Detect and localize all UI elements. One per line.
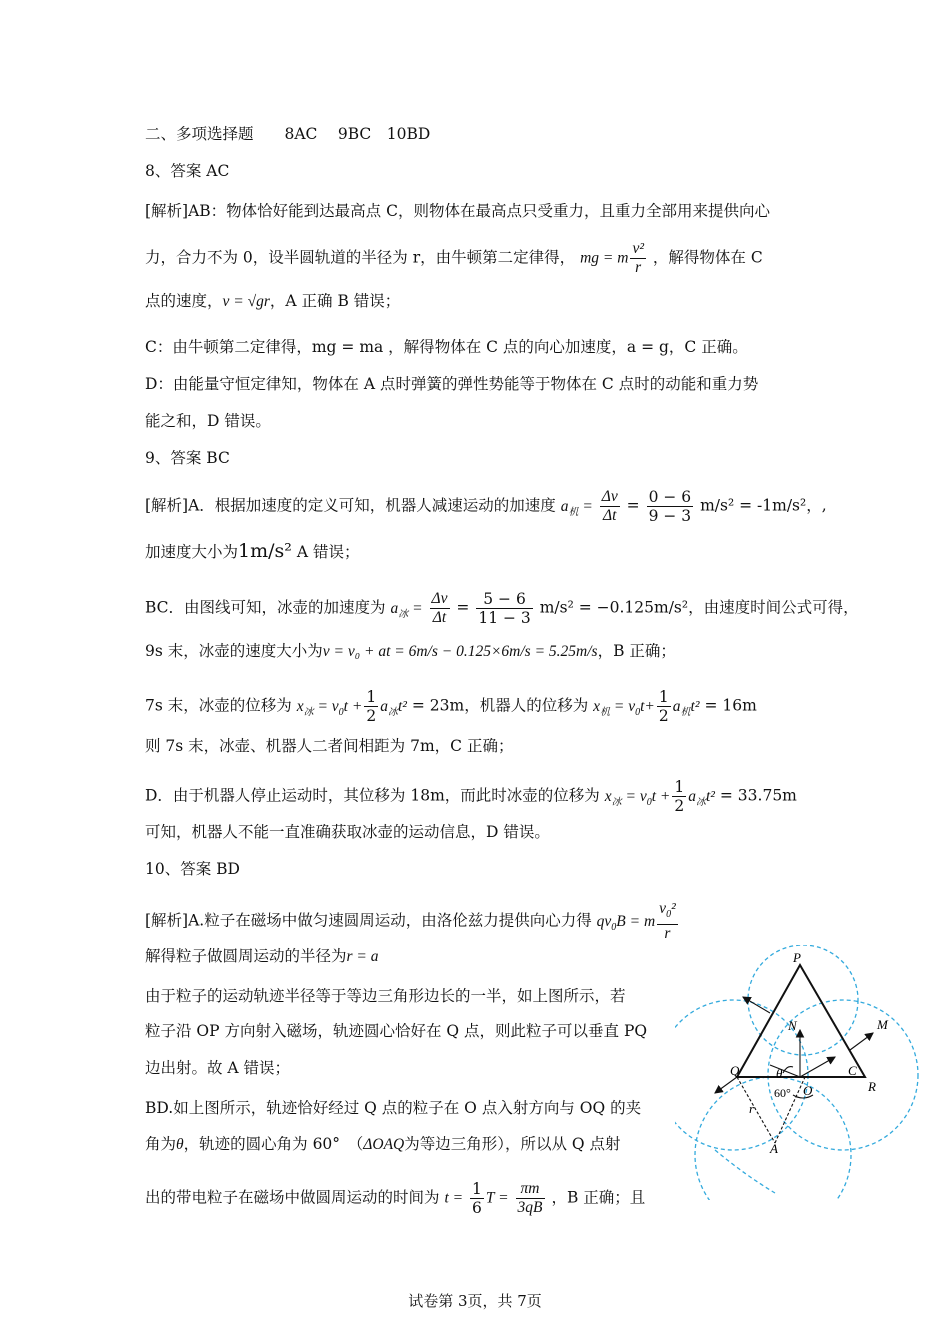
label-60deg: 60° (774, 1086, 791, 1100)
text-line: BD.如上图所示，轨迹恰好经过 Q 点的粒子在 O 点入射方向与 OQ 的夹 (145, 1099, 642, 1117)
text-line: 粒子沿 OP 方向射入磁场，轨迹圆心恰好在 Q 点，则此粒子可以垂直 PQ (145, 1022, 648, 1040)
magnetic-field-diagram (675, 945, 920, 1200)
equilateral-triangle (737, 965, 865, 1077)
label-C: C (848, 1063, 857, 1078)
label-M: M (877, 1017, 888, 1032)
label-O: O (803, 1083, 813, 1098)
trajectory-arc (715, 1150, 775, 1193)
text-line: 由于粒子的运动轨迹半径等于等边三角形边长的一半，如上图所示，若 (145, 987, 626, 1005)
text-line: D．由于机器人停止运动时，其位移为 18m，而此时冰壶的位移为 $x_冰 = v_0t$ + $\frac{1}{2}$ $a_冰t^2 = 33.75m$ (145, 778, 797, 815)
text-line: 9s 末，冰壶的速度大小为v = v₀ + at = 6m/s − 0.125×6m/s = 5.25m/s，B 正确； (145, 642, 676, 660)
text-line: 则 7s 末，冰壶、机器人二者间相距为 7m，C 正确； (145, 737, 514, 755)
text-line: [解析]AB：物体恰好能到达最高点 C，则物体在最高点只受重力，且重力全部用来提供向心 (145, 202, 770, 220)
text-line: D：由能量守恒定律知，物体在 A 点时弹簧的弹性势能等于物体在 C 点时的动能和重力势 (145, 375, 759, 393)
text-line: 可知，机器人不能一直准确获取冰壶的运动信息，D 错误。 (145, 823, 550, 841)
text-line: [解析]A.粒子在磁场中做匀速圆周运动，由洛伦兹力提供向心力得 $qv_0B = m$ $\frac{v_0^2}{r}$ (145, 900, 676, 943)
label-P: P (793, 950, 801, 965)
label-N: N (788, 1018, 797, 1033)
section-heading: 二、多项选择题 8AC 9BC 10BD (145, 125, 431, 143)
label-r: r (749, 1101, 755, 1116)
label-R: R (868, 1079, 876, 1094)
text-line: [解析]A．根据加速度的定义可知，机器人减速运动的加速度 $a_机$ = $\frac{\Delta v}{\Delta t}$ = $\frac{0 - 6}{9 - 3}$ m/s² = -1m/s²，, (145, 488, 827, 525)
text-line: 角为θ，轨迹的圆心角为 60° （ΔOAQ为等边三角形），所以从 Q 点射 (145, 1135, 621, 1153)
label-A: A (770, 1141, 778, 1156)
answer-9-heading: 9、答案 BC (145, 449, 230, 467)
text-line: 加速度大小为1m/s² A 错误； (145, 540, 360, 562)
text-line: 出的带电粒子在磁场中做圆周运动的时间为 t = $\frac{1}{6}$ T = $\frac{\pi m}{3qB}$ ，B 正确；且 (145, 1180, 646, 1217)
text-line: 解得粒子做圆周运动的半径为r = a (145, 947, 379, 965)
text-line: 能之和，D 错误。 (145, 412, 271, 430)
page-footer: 试卷第 3页，共 7页 (408, 1292, 542, 1310)
text-line: 边出射。故 A 错误； (145, 1059, 291, 1077)
text-line: 7s 末，冰壶的位移为 $x_冰 = v_0t$ + $\frac{1}{2}$ $a_冰t^2 = 23m$，机器人的位移为 $x_机 = v_0t+$ $\frac{1}{2}$ $a_机t^2 = 16m$ (145, 688, 757, 725)
answer-10-heading: 10、答案 BD (145, 860, 240, 878)
label-theta: θ (776, 1066, 783, 1081)
text-line: 力，合力不为 0，设半圆轨道的半径为 r，由牛顿第二定律得， mg = m $\frac{\text{v²}}{r}$ ，解得物体在 C (145, 240, 763, 276)
label-Q: Q (730, 1063, 740, 1078)
text-line: BC．由图线可知，冰壶的加速度为 $a_冰$ = $\frac{\Delta v}{\Delta t}$ = $\frac{5 - 6}{11 - 3}$ m/s² = −0.125m/s²，由速度时间公式可得， (145, 590, 859, 627)
text-line: 点的速度，v = √gr，A 正确 B 错误； (145, 292, 401, 310)
text-line: C：由牛顿第二定律得，mg = ma ，解得物体在 C 点的向心加速度，a = g，C 正确。 (145, 338, 748, 356)
answer-8-heading: 8、答案 AC (145, 162, 230, 180)
